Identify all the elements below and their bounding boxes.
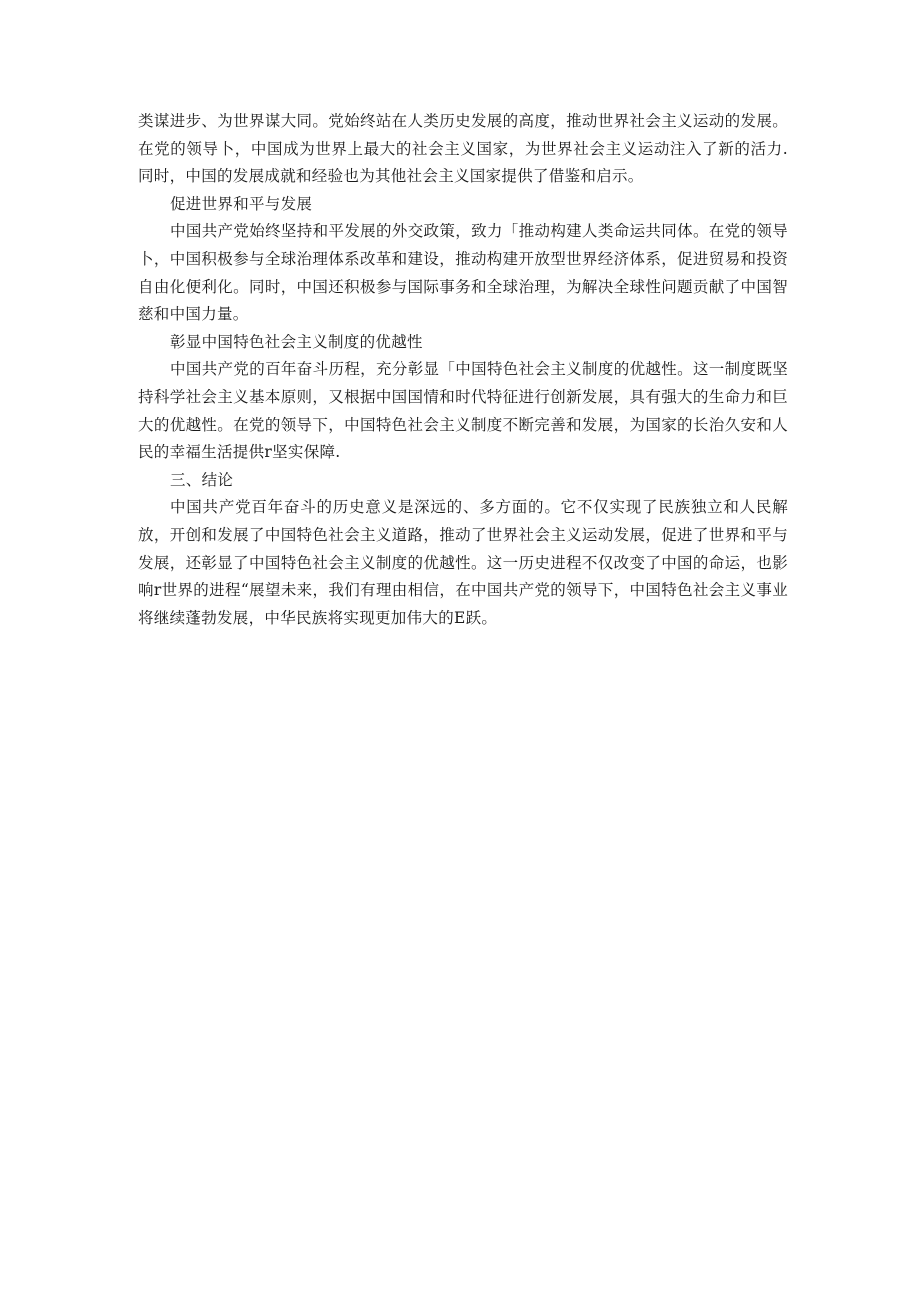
paragraph-peace-foreign-policy: 中国共产党始终坚持和平发展的外交政策，致力「推动构建人类命运共同体。在党的领导卜，中国积极参与全球治理体系改革和建设，推动构建开放型世界经济体系，促进贸易和投资自由化便利化。同时，中国还积极参与国际事务和全球治理，为解决全球性问题贡献了中国智慈和中国力量。: [138, 222, 788, 324]
paragraph-conclusion: 中国共产党百年奋斗的历史意义是深远的、多方面的。它不仅实现了民族独立和人民解放，开创和发展了中国特色社会主义道路，推动了世界社会主义运动发展，促进了世界和平与发展，还彰显了中国特色社会主义制度的优越性。这一历史进程不仅改变了中国的命运，也影响r世界的进程“展望未来，我们有理由相信，在中国共产党的领导下，中国特色社会主义事业将继续蓬勃发展，中华民族将实现更加伟大的E跃。: [138, 498, 788, 627]
heading-system-superiority: 彰显中国特色社会主义制度的优越性: [170, 332, 423, 351]
document-body: [138, 108, 788, 632]
paragraph-system-superiority: 中国共产党的百年奋斗历程，充分彰显「中国特色社会主义制度的优越性。这一制度既坚持科学社会主义基本原则，又根据中国国情和时代特征进行创新发展，具有强大的生命力和巨大的优越性。在党的领导下，中国特色社会主义制度不断完善和发展，为国家的长治久安和人民的幸福生活提供r坚实保障.: [138, 360, 788, 462]
heading-conclusion: 三、结论: [170, 470, 234, 489]
heading-world-peace-development: 促进世界和平与发展: [170, 194, 313, 213]
paragraph-world-socialism-continued: 类谋进步、为世界谋大同。党始终站在人类历史发展的高度，推动世界社会主义运动的发展。在党的领导卜，中国成为世界上最大的社会主义国家，为世界社会主义运动注入了新的活力.同时，中国的发展成就和经验也为其他社会主义国家提供了借鉴和启示。: [138, 112, 788, 186]
